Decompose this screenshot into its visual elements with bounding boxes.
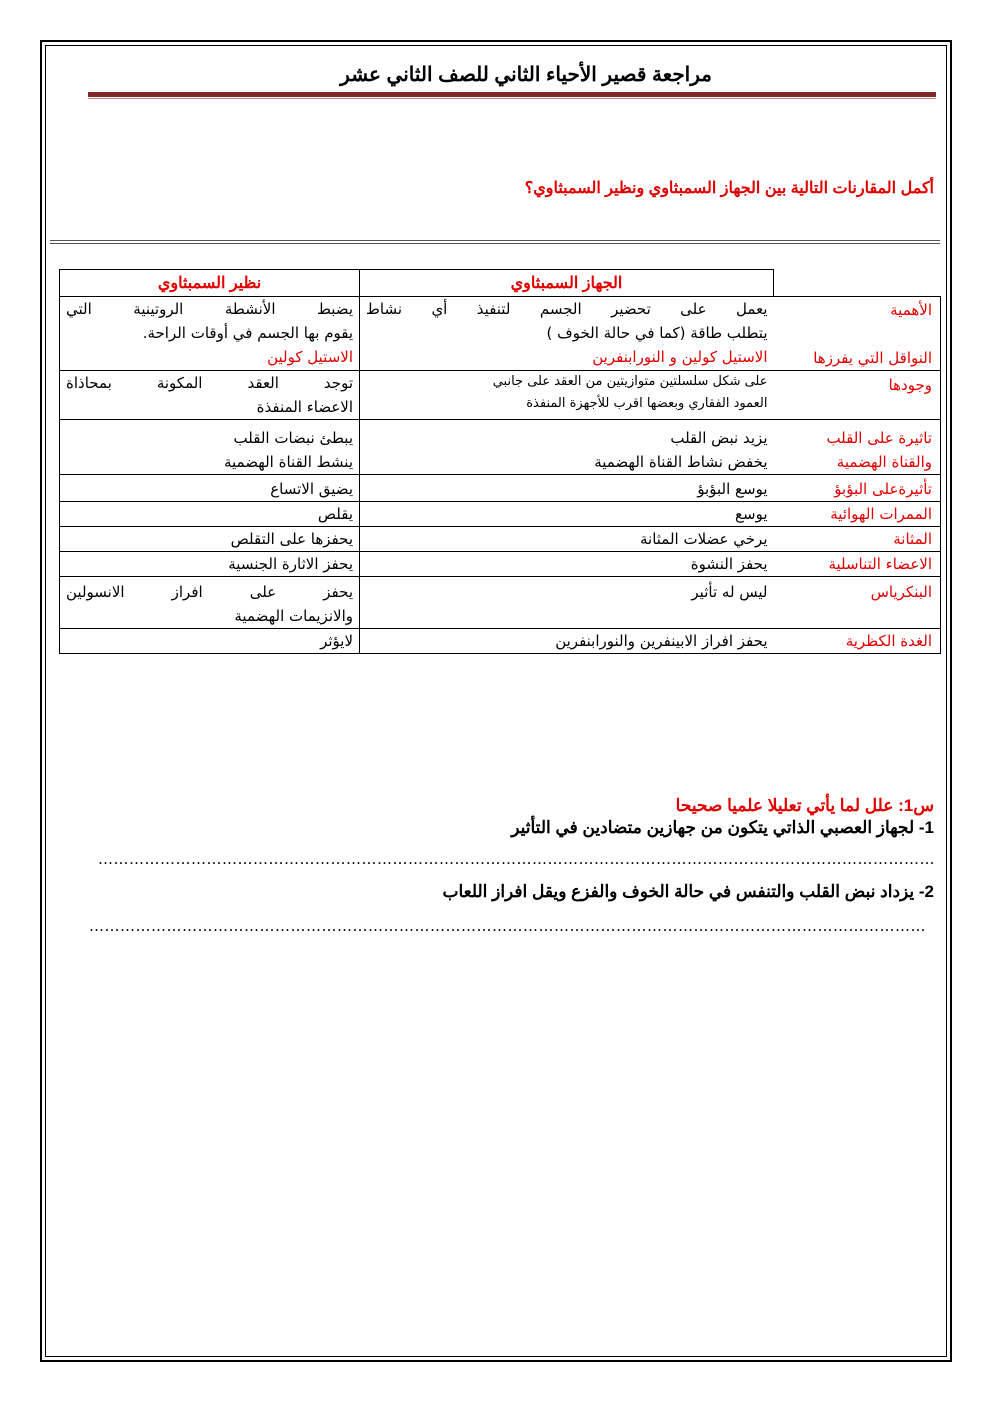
para-cell: يضبط الأنشطة الروتينية التي يقوم بها الجسم في أوقات الراحة. الاستيل كولين [60, 297, 360, 371]
table-row [60, 527, 941, 552]
sym-cell: يوسع [360, 502, 774, 527]
table-row [60, 371, 941, 420]
row-label: الأهمية النواقل التي يفرزها [774, 297, 941, 371]
sym-cell: يحفز افراز الابينفرين والنورابنفرين [360, 629, 774, 654]
sym-cell: يحفز النشوة [360, 552, 774, 577]
table-row [60, 420, 941, 475]
title-underline [88, 92, 936, 97]
sym-cell: على شكل سلسلتين متوازيتين من العقد على جانبي العمود الفقاري وبعضها اقرب للأجهزة المنفذة [360, 371, 774, 420]
sym-cell: ليس له تأثير [360, 577, 774, 629]
section-divider-2 [50, 243, 940, 244]
para-cell: يقلص [60, 502, 360, 527]
question-1: 1- لجهاز العصبي الذاتي يتكون من جهازين متضادين في التأثير [511, 818, 934, 837]
header-corner [774, 270, 941, 297]
table-row [60, 552, 941, 577]
row-label: المثانة [774, 527, 941, 552]
row-label: وجودها [774, 371, 941, 420]
table-row [60, 502, 941, 527]
para-cell: يحفز الاثارة الجنسية [60, 552, 360, 577]
row-label: تاثيرة على القلب والقناة الهضمية [774, 420, 941, 475]
header-parasympathetic: نظير السمبثاوي [60, 270, 360, 297]
table-row [60, 629, 941, 654]
questions-title: س1: علل لما يأتي تعليلا علميا صحيحا [675, 796, 934, 815]
table-row [60, 577, 941, 629]
para-cell: يضيق الاتساع [60, 475, 360, 502]
instruction-text: أكمل المقارنات التالية بين الجهاز السمبثاوي ونظير السمبثاوي؟ [524, 180, 934, 197]
answer-line-1[interactable]: ……………………………………………………………………………………………………………………………………………… [98, 850, 935, 868]
sym-cell: يرخي عضلات المثانة [360, 527, 774, 552]
para-cell: يبطئ نبضات القلب ينشط القناة الهضمية [60, 420, 360, 475]
header-sympathetic: الجهاز السمبثاوي [360, 270, 774, 297]
row-label: تأثيرةعلى البؤبؤ [774, 475, 941, 502]
title-underline-thin [88, 98, 936, 99]
row-label: البنكرياس [774, 577, 941, 629]
row-label: الممرات الهوائية [774, 502, 941, 527]
comparison-table [59, 269, 941, 654]
table-header-row [60, 270, 941, 297]
para-cell: يحفز على افراز الانسولين والانزيمات الهضمية [60, 577, 360, 629]
table-row [60, 297, 941, 371]
row-label: الغدة الكظرية [774, 629, 941, 654]
question-2: 2- يزداد نبض القلب والتنفس في حالة الخوف والفزع ويقل افراز اللعاب [442, 882, 934, 901]
para-cell: توجد العقد المكونة بمحاذاة الاعضاء المنفذة [60, 371, 360, 420]
page-border-inner [45, 45, 947, 1357]
table-row [60, 475, 941, 502]
para-cell: لايؤثر [60, 629, 360, 654]
section-divider [50, 240, 940, 241]
para-cell: يحفزها على التقلص [60, 527, 360, 552]
page-title: مراجعة قصير الأحياء الثاني للصف الثاني عشر [340, 64, 712, 86]
sym-cell: يزيد نبض القلب يخفض نشاط القناة الهضمية [360, 420, 774, 475]
answer-line-2[interactable]: ……………………………………………………………………………………………………………………………………………… [89, 917, 926, 935]
row-label: الاعضاء التناسلية [774, 552, 941, 577]
sym-cell: يوسع البؤبؤ [360, 475, 774, 502]
sym-cell: يعمل على تحضير الجسم لتنفيذ أي نشاط يتطلب طاقة (كما في حالة الخوف ) الاستيل كولين و النورابنفرين [360, 297, 774, 371]
